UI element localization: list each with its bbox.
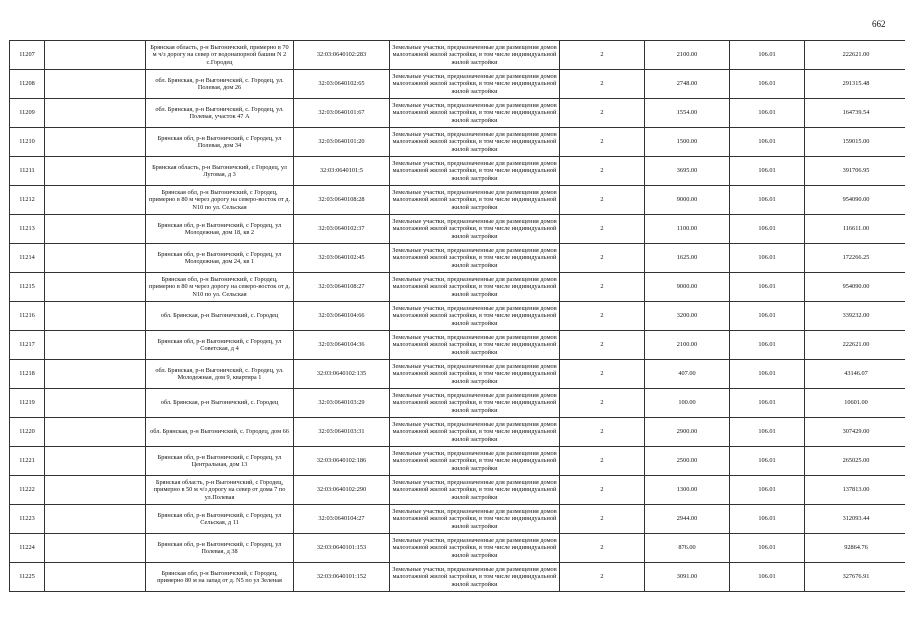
cadastral-value-cell: 159015.00 bbox=[805, 128, 905, 157]
cadastral-value-cell: 391706.95 bbox=[805, 157, 905, 186]
empty-cell bbox=[45, 389, 146, 418]
specific-value-cell: 106.01 bbox=[730, 360, 805, 389]
address-cell: Брянская обл, р-н Выгоничский, с Городец, ул Полевая, д 38 bbox=[146, 534, 294, 563]
group-code-cell: 2 bbox=[560, 447, 645, 476]
cadastral-value-cell: 339232.00 bbox=[805, 302, 905, 331]
cadastral-value-cell: 265025.00 bbox=[805, 447, 905, 476]
group-code-cell: 2 bbox=[560, 128, 645, 157]
page-number: 662 bbox=[872, 19, 886, 29]
cadastral-number-cell: 32:03:0640101:152 bbox=[294, 563, 390, 592]
cadastral-number-cell: 32:03:0640102:65 bbox=[294, 70, 390, 99]
empty-cell bbox=[45, 534, 146, 563]
cadastral-number-cell: 32:03:0640104:27 bbox=[294, 505, 390, 534]
table-row bbox=[10, 360, 905, 389]
address-cell: обл. Брянская, р-н Выгоничский, с. Городец, дом 66 bbox=[146, 418, 294, 447]
table-row bbox=[10, 476, 905, 505]
table-row bbox=[10, 41, 905, 70]
row-number-cell: 11222 bbox=[10, 476, 45, 505]
land-use-cell: Земельные участки, предназначенные для размещения домов малоэтажной жилой застройки, в том числе индивидуальной жилой застройки bbox=[390, 70, 560, 99]
group-code-cell: 2 bbox=[560, 302, 645, 331]
address-cell: Брянская область, р-н Выгоничский, с Городец, ул Луговая, д 3 bbox=[146, 157, 294, 186]
table-row bbox=[10, 70, 905, 99]
table-row bbox=[10, 302, 905, 331]
row-number-cell: 11215 bbox=[10, 273, 45, 302]
land-use-cell: Земельные участки, предназначенные для размещения домов малоэтажной жилой застройки, в том числе индивидуальной жилой застройки bbox=[390, 273, 560, 302]
cadastral-number-cell: 32:03:0640101:5 bbox=[294, 157, 390, 186]
cadastral-value-table bbox=[9, 40, 905, 592]
land-use-cell: Земельные участки, предназначенные для размещения домов малоэтажной жилой застройки, в том числе индивидуальной жилой застройки bbox=[390, 186, 560, 215]
empty-cell bbox=[45, 99, 146, 128]
row-number-cell: 11217 bbox=[10, 331, 45, 360]
row-number-cell: 11220 bbox=[10, 418, 45, 447]
empty-cell bbox=[45, 244, 146, 273]
area-cell: 876.00 bbox=[645, 534, 730, 563]
land-use-cell: Земельные участки, предназначенные для размещения домов малоэтажной жилой застройки, в том числе индивидуальной жилой застройки bbox=[390, 99, 560, 128]
cadastral-value-cell: 954090.00 bbox=[805, 273, 905, 302]
land-use-cell: Земельные участки, предназначенные для размещения домов малоэтажной жилой застройки, в том числе индивидуальной жилой застройки bbox=[390, 505, 560, 534]
area-cell: 1500.00 bbox=[645, 128, 730, 157]
specific-value-cell: 106.01 bbox=[730, 186, 805, 215]
specific-value-cell: 106.01 bbox=[730, 157, 805, 186]
area-cell: 1625.00 bbox=[645, 244, 730, 273]
land-use-cell: Земельные участки, предназначенные для размещения домов малоэтажной жилой застройки, в том числе индивидуальной жилой застройки bbox=[390, 418, 560, 447]
specific-value-cell: 106.01 bbox=[730, 418, 805, 447]
specific-value-cell: 106.01 bbox=[730, 302, 805, 331]
table-row bbox=[10, 447, 905, 476]
empty-cell bbox=[45, 563, 146, 592]
cadastral-number-cell: 32:03:0640104:36 bbox=[294, 331, 390, 360]
cadastral-value-cell: 172266.25 bbox=[805, 244, 905, 273]
table-row bbox=[10, 186, 905, 215]
empty-cell bbox=[45, 128, 146, 157]
empty-cell bbox=[45, 186, 146, 215]
address-cell: Брянская область, р-н Выгоничский, с Городец, примерно в 50 м ч/з дорогу на север от дома 7 по ул.Полевая bbox=[146, 476, 294, 505]
table-row bbox=[10, 505, 905, 534]
table-row bbox=[10, 244, 905, 273]
group-code-cell: 2 bbox=[560, 563, 645, 592]
table-row bbox=[10, 273, 905, 302]
empty-cell bbox=[45, 41, 146, 70]
row-number-cell: 11207 bbox=[10, 41, 45, 70]
row-number-cell: 11225 bbox=[10, 563, 45, 592]
area-cell: 2500.00 bbox=[645, 447, 730, 476]
area-cell: 3695.00 bbox=[645, 157, 730, 186]
address-cell: Брянская обл, р-н Выгоничский, с Городец, ул Советская, д 4 bbox=[146, 331, 294, 360]
group-code-cell: 2 bbox=[560, 70, 645, 99]
address-cell: Брянская обл, р-н Выгоничский, с Городец, ул Центральная, дом 13 bbox=[146, 447, 294, 476]
table-body bbox=[10, 41, 905, 592]
cadastral-number-cell: 32:03:0640101:67 bbox=[294, 99, 390, 128]
cadastral-number-cell: 32:03:0640103:29 bbox=[294, 389, 390, 418]
group-code-cell: 2 bbox=[560, 273, 645, 302]
table-row bbox=[10, 563, 905, 592]
group-code-cell: 2 bbox=[560, 418, 645, 447]
land-use-cell: Земельные участки, предназначенные для размещения домов малоэтажной жилой застройки, в том числе индивидуальной жилой застройки bbox=[390, 476, 560, 505]
area-cell: 2900.00 bbox=[645, 418, 730, 447]
address-cell: Брянская область, р-н Выгоничский, примерно в 70 м ч/з дорогу на север от водонапорной башни N 2 с.Городец bbox=[146, 41, 294, 70]
empty-cell bbox=[45, 302, 146, 331]
row-number-cell: 11208 bbox=[10, 70, 45, 99]
empty-cell bbox=[45, 157, 146, 186]
specific-value-cell: 106.01 bbox=[730, 505, 805, 534]
empty-cell bbox=[45, 70, 146, 99]
table-row bbox=[10, 99, 905, 128]
empty-cell bbox=[45, 331, 146, 360]
cadastral-number-cell: 32:03:0640108:27 bbox=[294, 273, 390, 302]
area-cell: 1300.00 bbox=[645, 476, 730, 505]
area-cell: 2100.00 bbox=[645, 41, 730, 70]
table-row bbox=[10, 128, 905, 157]
row-number-cell: 11221 bbox=[10, 447, 45, 476]
cadastral-value-cell: 43146.07 bbox=[805, 360, 905, 389]
land-use-cell: Земельные участки, предназначенные для размещения домов малоэтажной жилой застройки, в том числе индивидуальной жилой застройки bbox=[390, 41, 560, 70]
row-number-cell: 11214 bbox=[10, 244, 45, 273]
cadastral-number-cell: 32:03:0640104:66 bbox=[294, 302, 390, 331]
land-use-cell: Земельные участки, предназначенные для размещения домов малоэтажной жилой застройки, в том числе индивидуальной жилой застройки bbox=[390, 360, 560, 389]
address-cell: Брянская обл, р-н Выгоничский, с Городец, примерно в 80 м через дорогу на северо-восток от д. N10 по ул. Сельская bbox=[146, 273, 294, 302]
cadastral-number-cell: 32:03:0640102:290 bbox=[294, 476, 390, 505]
specific-value-cell: 106.01 bbox=[730, 215, 805, 244]
area-cell: 100.00 bbox=[645, 389, 730, 418]
area-cell: 1100.00 bbox=[645, 215, 730, 244]
empty-cell bbox=[45, 418, 146, 447]
address-cell: Брянская обл, р-н Выгоничский, с Городец, ул Молодежная, дом 18, кв 2 bbox=[146, 215, 294, 244]
group-code-cell: 2 bbox=[560, 389, 645, 418]
empty-cell bbox=[45, 447, 146, 476]
group-code-cell: 2 bbox=[560, 331, 645, 360]
row-number-cell: 11216 bbox=[10, 302, 45, 331]
cadastral-value-cell: 222621.00 bbox=[805, 331, 905, 360]
cadastral-number-cell: 32:03:0640102:283 bbox=[294, 41, 390, 70]
empty-cell bbox=[45, 505, 146, 534]
specific-value-cell: 106.01 bbox=[730, 534, 805, 563]
area-cell: 9000.00 bbox=[645, 186, 730, 215]
row-number-cell: 11213 bbox=[10, 215, 45, 244]
address-cell: Брянская обл, р-н Выгоничский, с Городец, ул Полевая, дом 34 bbox=[146, 128, 294, 157]
specific-value-cell: 106.01 bbox=[730, 99, 805, 128]
land-use-cell: Земельные участки, предназначенные для размещения домов малоэтажной жилой застройки, в том числе индивидуальной жилой застройки bbox=[390, 331, 560, 360]
group-code-cell: 2 bbox=[560, 505, 645, 534]
specific-value-cell: 106.01 bbox=[730, 244, 805, 273]
specific-value-cell: 106.01 bbox=[730, 128, 805, 157]
address-cell: Брянская обл, р-н Выгоничский, с Городец, ул Сельская, д 11 bbox=[146, 505, 294, 534]
group-code-cell: 2 bbox=[560, 215, 645, 244]
area-cell: 3091.00 bbox=[645, 563, 730, 592]
group-code-cell: 2 bbox=[560, 244, 645, 273]
land-use-cell: Земельные участки, предназначенные для размещения домов малоэтажной жилой застройки, в том числе индивидуальной жилой застройки bbox=[390, 534, 560, 563]
cadastral-value-cell: 307429.00 bbox=[805, 418, 905, 447]
empty-cell bbox=[45, 215, 146, 244]
specific-value-cell: 106.01 bbox=[730, 41, 805, 70]
specific-value-cell: 106.01 bbox=[730, 70, 805, 99]
cadastral-value-cell: 92864.76 bbox=[805, 534, 905, 563]
empty-cell bbox=[45, 273, 146, 302]
table-row bbox=[10, 389, 905, 418]
area-cell: 2100.00 bbox=[645, 331, 730, 360]
row-number-cell: 11209 bbox=[10, 99, 45, 128]
area-cell: 407.00 bbox=[645, 360, 730, 389]
land-use-cell: Земельные участки, предназначенные для размещения домов малоэтажной жилой застройки, в том числе индивидуальной жилой застройки bbox=[390, 157, 560, 186]
cadastral-value-cell: 312093.44 bbox=[805, 505, 905, 534]
group-code-cell: 2 bbox=[560, 360, 645, 389]
row-number-cell: 11212 bbox=[10, 186, 45, 215]
empty-cell bbox=[45, 476, 146, 505]
cadastral-value-cell: 954090.00 bbox=[805, 186, 905, 215]
table-row bbox=[10, 331, 905, 360]
table-row bbox=[10, 418, 905, 447]
group-code-cell: 2 bbox=[560, 476, 645, 505]
cadastral-number-cell: 32:03:0640103:31 bbox=[294, 418, 390, 447]
group-code-cell: 2 bbox=[560, 534, 645, 563]
land-use-cell: Земельные участки, предназначенные для размещения домов малоэтажной жилой застройки, в том числе индивидуальной жилой застройки bbox=[390, 447, 560, 476]
row-number-cell: 11224 bbox=[10, 534, 45, 563]
group-code-cell: 2 bbox=[560, 186, 645, 215]
row-number-cell: 11211 bbox=[10, 157, 45, 186]
cadastral-value-cell: 116611.00 bbox=[805, 215, 905, 244]
cadastral-value-cell: 222621.00 bbox=[805, 41, 905, 70]
specific-value-cell: 106.01 bbox=[730, 447, 805, 476]
address-cell: Брянская обл, р-н Выгоничский, с Городец, примерно 80 м на запад от д. N5 по ул Зеленая bbox=[146, 563, 294, 592]
cadastral-number-cell: 32:03:0640102:45 bbox=[294, 244, 390, 273]
address-cell: Брянская обл, р-н Выгоничский, с Городец, ул Молодежная, дом 24, кв 1 bbox=[146, 244, 294, 273]
row-number-cell: 11218 bbox=[10, 360, 45, 389]
area-cell: 9000.00 bbox=[645, 273, 730, 302]
group-code-cell: 2 bbox=[560, 41, 645, 70]
specific-value-cell: 106.01 bbox=[730, 389, 805, 418]
land-use-cell: Земельные участки, предназначенные для размещения домов малоэтажной жилой застройки, в том числе индивидуальной жилой застройки bbox=[390, 302, 560, 331]
cadastral-number-cell: 32:03:0640102:135 bbox=[294, 360, 390, 389]
land-use-cell: Земельные участки, предназначенные для размещения домов малоэтажной жилой застройки, в том числе индивидуальной жилой застройки bbox=[390, 244, 560, 273]
cadastral-value-cell: 327676.91 bbox=[805, 563, 905, 592]
group-code-cell: 2 bbox=[560, 99, 645, 128]
specific-value-cell: 106.01 bbox=[730, 563, 805, 592]
cadastral-number-cell: 32:03:0640101:153 bbox=[294, 534, 390, 563]
address-cell: обл. Брянская, р-н Выгоничский, с. Городец bbox=[146, 302, 294, 331]
area-cell: 1554.00 bbox=[645, 99, 730, 128]
cadastral-value-cell: 10601.00 bbox=[805, 389, 905, 418]
row-number-cell: 11223 bbox=[10, 505, 45, 534]
table-row bbox=[10, 157, 905, 186]
land-use-cell: Земельные участки, предназначенные для размещения домов малоэтажной жилой застройки, в том числе индивидуальной жилой застройки bbox=[390, 389, 560, 418]
land-use-cell: Земельные участки, предназначенные для размещения домов малоэтажной жилой застройки, в том числе индивидуальной жилой застройки bbox=[390, 215, 560, 244]
table-row bbox=[10, 215, 905, 244]
cadastral-number-cell: 32:03:0640102:37 bbox=[294, 215, 390, 244]
area-cell: 2944.00 bbox=[645, 505, 730, 534]
empty-cell bbox=[45, 360, 146, 389]
row-number-cell: 11210 bbox=[10, 128, 45, 157]
cadastral-value-cell: 291315.48 bbox=[805, 70, 905, 99]
group-code-cell: 2 bbox=[560, 157, 645, 186]
address-cell: обл. Брянская, р-н Выгоничский, с. Городец, ул. Полевая, дом 26 bbox=[146, 70, 294, 99]
cadastral-value-cell: 137813.00 bbox=[805, 476, 905, 505]
land-use-cell: Земельные участки, предназначенные для размещения домов малоэтажной жилой застройки, в том числе индивидуальной жилой застройки bbox=[390, 128, 560, 157]
land-use-cell: Земельные участки, предназначенные для размещения домов малоэтажной жилой застройки, в том числе индивидуальной жилой застройки bbox=[390, 563, 560, 592]
address-cell: обл. Брянская, р-н Выгоничский, с. Городец, ул. Молодежная, дом 9, квартира 1 bbox=[146, 360, 294, 389]
row-number-cell: 11219 bbox=[10, 389, 45, 418]
specific-value-cell: 106.01 bbox=[730, 476, 805, 505]
address-cell: обл. Брянская, р-н Выгоничский, с. Городец, ул. Полевая, участок 47 А bbox=[146, 99, 294, 128]
cadastral-value-cell: 164739.54 bbox=[805, 99, 905, 128]
specific-value-cell: 106.01 bbox=[730, 331, 805, 360]
cadastral-number-cell: 32:03:0640108:28 bbox=[294, 186, 390, 215]
cadastral-number-cell: 32:03:0640102:186 bbox=[294, 447, 390, 476]
area-cell: 2748.00 bbox=[645, 70, 730, 99]
specific-value-cell: 106.01 bbox=[730, 273, 805, 302]
cadastral-number-cell: 32:03:0640101:20 bbox=[294, 128, 390, 157]
address-cell: Брянская обл, р-н Выгоничский, с Городец, примерно в 80 м через дорогу на северо-восток от д. N10 по ул. Сельская bbox=[146, 186, 294, 215]
table-row bbox=[10, 534, 905, 563]
area-cell: 3200.00 bbox=[645, 302, 730, 331]
address-cell: обл. Брянская, р-н Выгоничский, с. Городец bbox=[146, 389, 294, 418]
